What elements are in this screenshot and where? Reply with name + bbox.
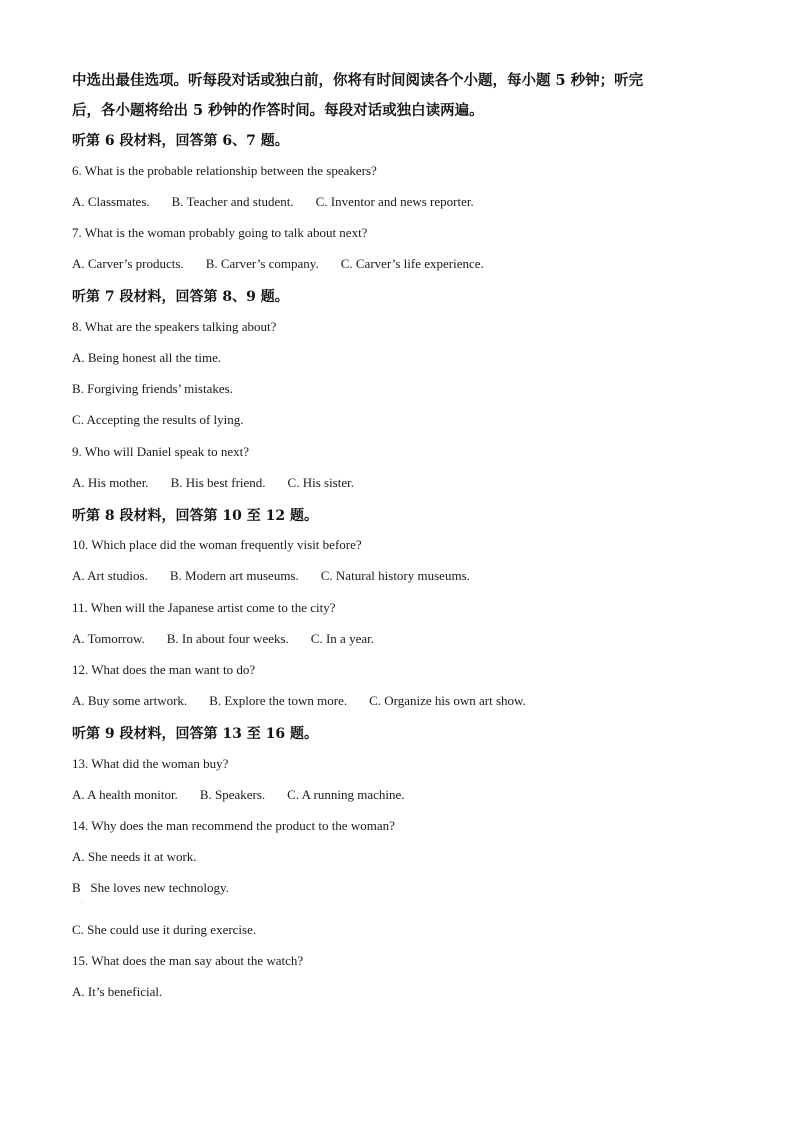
option-a: A. Carver’s products. — [72, 256, 184, 271]
section-heading-8: 听第 8 段材料，回答第 10 至 12 题。 — [72, 508, 318, 524]
question-13-stem: 13. What did the woman buy? — [72, 756, 229, 771]
question-11-options — [72, 631, 374, 647]
section-heading-9: 听第 9 段材料，回答第 13 至 16 题。 — [72, 726, 318, 742]
option-c: C. A running machine. — [287, 787, 405, 802]
question-10-stem: 10. Which place did the woman frequently visit before? — [72, 537, 362, 552]
option-b: B. Teacher and student. — [171, 194, 294, 209]
section-heading-7: 听第 7 段材料，回答第 8、9 题。 — [72, 289, 289, 305]
question-15-stem: 15. What does the man say about the watch? — [72, 953, 304, 968]
instructions-paragraph — [72, 66, 722, 126]
question-12-options — [72, 693, 526, 709]
option-b: B. In about four weeks. — [166, 631, 289, 646]
option-c: C. Organize his own art show. — [369, 693, 526, 708]
option-c: C. Natural history museums. — [320, 568, 470, 583]
question-8-stem: 8. What are the speakers talking about? — [72, 319, 277, 334]
option-b: B. Modern art museums. — [169, 568, 299, 583]
question-6-options — [72, 194, 474, 210]
question-8-option-c: C. Accepting the results of lying. — [72, 412, 244, 427]
question-14-stem: 14. Why does the man recommend the product to the woman? — [72, 818, 395, 833]
question-13-options — [72, 787, 405, 803]
option-b: B. Explore the town more. — [209, 693, 348, 708]
question-9-options — [72, 475, 354, 491]
question-8-option-b: B. Forgiving friends’ mistakes. — [72, 381, 233, 396]
question-11-stem: 11. When will the Japanese artist come to the city? — [72, 600, 336, 615]
question-9-stem: 9. Who will Daniel speak to next? — [72, 444, 250, 459]
option-c: C. His sister. — [287, 475, 354, 490]
option-a: A. Buy some artwork. — [72, 693, 188, 708]
option-a: A. A health monitor. — [72, 787, 178, 802]
stray-mark: . — [81, 899, 83, 905]
option-b: B. Carver’s company. — [205, 256, 319, 271]
option-a: A. His mother. — [72, 475, 149, 490]
section-heading-6: 听第 6 段材料，回答第 6、7 题。 — [72, 133, 289, 149]
question-7-options — [72, 256, 484, 272]
question-8-option-a: A. Being honest all the time. — [72, 350, 222, 365]
option-b: B. Speakers. — [199, 787, 266, 802]
option-a: A. Tomorrow. — [72, 631, 145, 646]
question-10-options — [72, 568, 470, 584]
question-14-option-a: A. She needs it at work. — [72, 849, 197, 864]
option-c: C. Inventor and news reporter. — [315, 194, 474, 209]
question-6-stem: 6. What is the probable relationship between the speakers? — [72, 163, 377, 178]
question-7-stem: 7. What is the woman probably going to talk about next? — [72, 225, 368, 240]
instructions-line-1: 中选出最佳选项。听每段对话或独白前，你将有时间阅读各个小题，每小题 5 秒钟；听完 — [72, 72, 644, 89]
question-15-option-a: A. It’s beneficial. — [72, 984, 163, 999]
instructions-line-2: 后，各小题将给出 5 秒钟的作答时间。每段对话或独白读两遍。 — [72, 102, 484, 119]
option-b: B. His best friend. — [170, 475, 266, 490]
question-14-option-b: B She loves new technology. — [72, 880, 229, 895]
question-14-option-c: C. She could use it during exercise. — [72, 922, 257, 937]
option-a: A. Classmates. — [72, 194, 150, 209]
option-c: C. Carver’s life experience. — [340, 256, 484, 271]
option-c: C. In a year. — [310, 631, 374, 646]
option-a: A. Art studios. — [72, 568, 148, 583]
question-12-stem: 12. What does the man want to do? — [72, 662, 256, 677]
